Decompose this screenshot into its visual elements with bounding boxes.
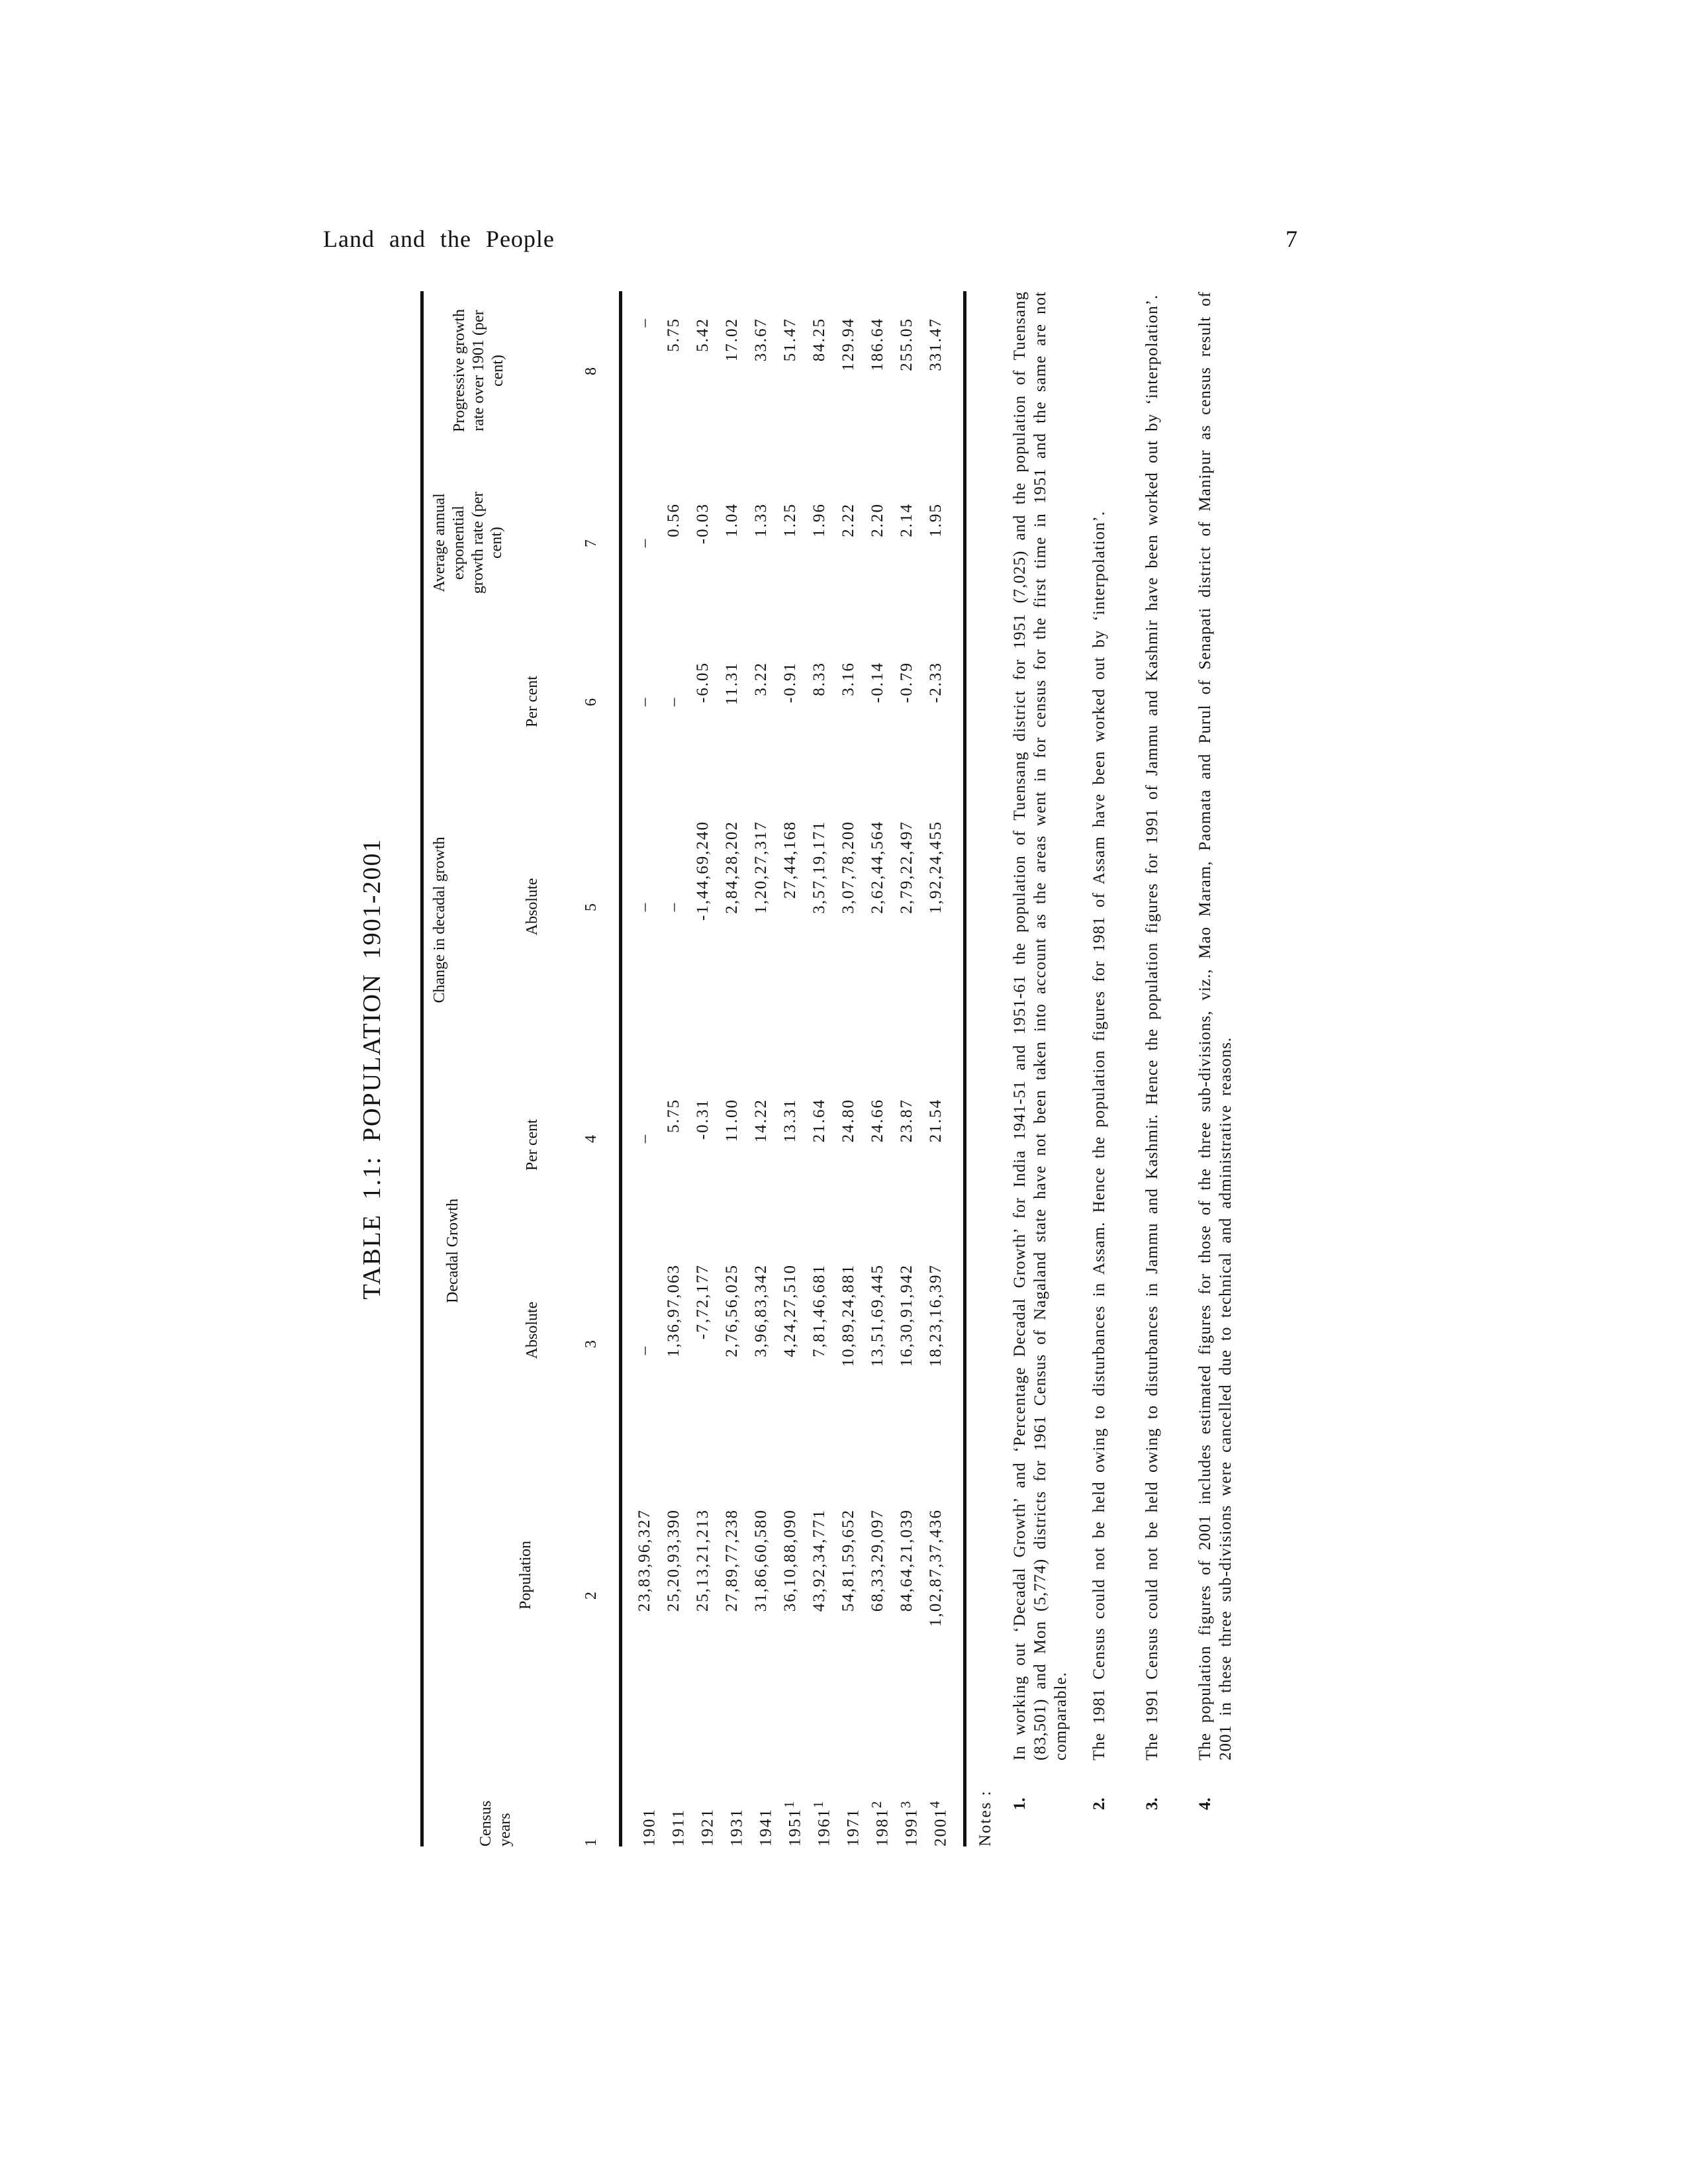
cell-progressive: 331.47 (927, 318, 945, 371)
cell-population: 31,86,60,580 (752, 1509, 770, 1612)
cell-cdg-per-cent: – (665, 696, 682, 707)
note-number: 1. (1011, 1797, 1029, 1810)
cell-progressive: 84.25 (810, 318, 828, 362)
note-text: The population figures of 2001 includes estimated figures for those of the three sub-divisions, viz., Mao Maram, Paomata and Purul of Senapati district of Manipur as census result of 2001 in these three sub-divisions were cancelled due to technical and administrative reasons. (1196, 291, 1235, 1760)
cell-progressive: 51.47 (781, 318, 799, 362)
cell-cdg-absolute: 3,57,19,171 (810, 821, 828, 914)
cell-progressive: 5.75 (665, 318, 682, 352)
cell-cdg-absolute: -1,44,69,240 (694, 821, 712, 921)
cell-dg-per-cent: 5.75 (665, 1099, 682, 1133)
cell-dg-per-cent: – (635, 1133, 653, 1144)
cell-dg-per-cent: -0.31 (694, 1099, 712, 1140)
column-number: 5 (583, 902, 600, 911)
cell-year: 1931 (727, 1808, 746, 1846)
cell-avg-rate: 1.25 (781, 503, 799, 537)
cell-avg-rate: – (635, 537, 653, 548)
cell-year: 1971 (844, 1808, 863, 1846)
cell-progressive: 5.42 (694, 318, 712, 352)
cell-dg-absolute: 1,36,97,063 (665, 1264, 682, 1357)
note-text: The 1981 Census could not be held owing to disturbances in Assam. Hence the population figures for 1981 of Assam have been worked out by ‘interpolation’. (1090, 510, 1108, 1760)
header-dg-absolute: Absolute (524, 1301, 541, 1359)
note-item (1195, 291, 1268, 1846)
cell-cdg-absolute: 3,07,78,200 (839, 821, 857, 914)
page-number: 7 (1286, 226, 1297, 252)
cell-cdg-absolute: 2,79,22,497 (898, 821, 915, 914)
cell-dg-per-cent: 24.66 (868, 1099, 886, 1143)
cell-year: 1901 (640, 1808, 659, 1846)
cell-avg-rate: 1.04 (723, 503, 741, 537)
cell-cdg-per-cent: -2.33 (927, 662, 945, 704)
column-number: 3 (583, 1339, 600, 1348)
header-average-annual: Average annual exponential growth rate (per cent) (431, 491, 506, 594)
cell-cdg-absolute: 1,92,24,455 (927, 821, 945, 914)
cell-population: 43,92,34,771 (810, 1509, 828, 1612)
cell-dg-per-cent: 24.80 (839, 1099, 857, 1143)
cell-dg-per-cent: 13.31 (781, 1099, 799, 1143)
note-text: The 1991 Census could not be held owing to disturbances in Jammu and Kashmir. Hence the population figures for 1991 of Jammu and Kashmir have been worked out by ‘interpolation’. (1143, 294, 1161, 1760)
header-progressive: Progressive growth rate over 1901 (per cent) (451, 309, 506, 432)
cell-progressive: 17.02 (723, 318, 741, 362)
note-number: 2. (1090, 1797, 1108, 1810)
cell-cdg-absolute: – (665, 901, 682, 912)
header-dg-per-cent: Per cent (524, 1119, 541, 1171)
cell-year: 1941 (757, 1808, 775, 1846)
cell-dg-absolute: 2,76,56,025 (723, 1264, 741, 1357)
cell-cdg-per-cent: -0.14 (868, 662, 886, 704)
cell-avg-rate: 1.96 (810, 503, 828, 537)
cell-population: 23,83,96,327 (635, 1509, 653, 1612)
cell-cdg-absolute: 2,62,44,564 (868, 821, 886, 914)
cell-avg-rate: 0.56 (665, 503, 682, 537)
note-text: In working out ‘Decadal Growth’ and ‘Percentage Decadal Growth’ for India 1941-51 and 1951-61 the population of Tuensang district for 1951 (7,025) and the population of Tuensang (83,501) and Mon (5,774) districts for 1961 Census of Nagaland state have not been taken into account as the areas went in for census for the first time in 1951 and the same are not comparable. (1011, 291, 1070, 1760)
cell-dg-absolute: 13,51,69,445 (868, 1264, 886, 1367)
cell-dg-absolute: 18,23,16,397 (927, 1264, 945, 1367)
cell-avg-rate: 2.14 (898, 503, 915, 537)
column-number: 4 (583, 1134, 600, 1143)
cell-dg-per-cent: 21.64 (810, 1099, 828, 1143)
cell-population: 25,20,93,390 (665, 1509, 682, 1612)
note-number: 4. (1196, 1797, 1214, 1810)
cell-avg-rate: 2.20 (868, 503, 886, 537)
rotated-table-page (357, 291, 1311, 1846)
cell-cdg-absolute: 27,44,168 (781, 821, 799, 899)
column-number: 6 (583, 697, 600, 706)
table-title: TABLE 1.1: POPULATION 1901-2001 (358, 838, 386, 1300)
cell-year: 1991$^3$ (898, 1799, 921, 1846)
cell-dg-absolute: 4,24,27,510 (781, 1264, 799, 1357)
running-head: Land and the People (323, 226, 555, 252)
cell-dg-absolute: -7,72,177 (694, 1264, 712, 1340)
cell-population: 54,81,59,652 (839, 1509, 857, 1612)
note-number: 3. (1143, 1797, 1161, 1810)
cell-dg-per-cent: 14.22 (752, 1099, 770, 1143)
cell-cdg-per-cent: -0.91 (781, 662, 799, 704)
cell-avg-rate: 1.33 (752, 503, 770, 537)
cell-cdg-per-cent: -0.79 (898, 662, 915, 704)
cell-dg-absolute: 3,96,83,342 (752, 1264, 770, 1357)
cell-cdg-absolute: – (635, 901, 653, 912)
cell-cdg-per-cent: 3.22 (752, 662, 770, 696)
note-item (1009, 291, 1082, 1846)
cell-progressive: 186.64 (868, 318, 886, 371)
column-number: 1 (583, 1837, 600, 1846)
cell-dg-absolute: 7,81,46,681 (810, 1264, 828, 1357)
column-number: 2 (583, 1590, 600, 1600)
cell-population: 36,10,88,090 (781, 1509, 799, 1612)
cell-year: 1921 (698, 1808, 717, 1846)
header-cdg-per-cent: Per cent (524, 676, 541, 727)
cell-progressive: 255.05 (898, 318, 915, 371)
cell-dg-per-cent: 21.54 (927, 1099, 945, 1143)
column-number: 7 (583, 538, 600, 547)
cell-year: 1981$^2$ (868, 1799, 892, 1846)
table-top-rule (420, 291, 424, 1846)
cell-population: 27,89,77,238 (723, 1509, 741, 1612)
cell-avg-rate: 1.95 (927, 503, 945, 537)
note-item (1142, 291, 1188, 1846)
cell-population: 25,13,21,213 (694, 1509, 712, 1612)
cell-year: 2001$^4$ (927, 1799, 950, 1846)
cell-cdg-per-cent: -6.05 (694, 662, 712, 704)
table-bottom-rule (963, 291, 966, 1846)
cell-dg-absolute: 10,89,24,881 (839, 1264, 857, 1367)
cell-progressive: – (635, 318, 653, 328)
cell-cdg-per-cent: 8.33 (810, 662, 828, 696)
cell-progressive: 33.67 (752, 318, 770, 362)
table-header-rule (619, 291, 622, 1846)
cell-dg-per-cent: 23.87 (898, 1099, 915, 1143)
cell-cdg-absolute: 2,84,28,202 (723, 821, 741, 914)
cell-dg-absolute: 16,30,91,942 (898, 1264, 915, 1367)
cell-avg-rate: 2.22 (839, 503, 857, 537)
cell-dg-absolute: – (635, 1345, 653, 1355)
header-decadal-growth: Decadal Growth (444, 1199, 461, 1303)
header-census-years: Census years (477, 1800, 514, 1846)
cell-progressive: 129.94 (839, 318, 857, 371)
header-cdg-absolute: Absolute (524, 878, 541, 936)
cell-population: 1,02,87,37,436 (927, 1509, 945, 1627)
cell-year: 1961$^1$ (810, 1799, 833, 1846)
cell-population: 68,33,29,097 (868, 1509, 886, 1612)
cell-cdg-per-cent: 3.16 (839, 662, 857, 696)
header-change-decadal-growth: Change in decadal growth (431, 837, 448, 1003)
note-item (1089, 291, 1135, 1846)
column-number: 8 (583, 366, 600, 375)
cell-cdg-per-cent: 11.31 (723, 662, 741, 705)
cell-population: 84,64,21,039 (898, 1509, 915, 1612)
notes-label: Notes : (976, 1790, 994, 1846)
cell-year: 1911 (669, 1808, 688, 1846)
cell-cdg-per-cent: – (635, 696, 653, 707)
cell-avg-rate: -0.03 (694, 503, 712, 545)
cell-cdg-absolute: 1,20,27,317 (752, 821, 770, 914)
header-population: Population (517, 1541, 534, 1610)
cell-year: 1951$^1$ (781, 1799, 804, 1846)
cell-dg-per-cent: 11.00 (723, 1099, 741, 1142)
